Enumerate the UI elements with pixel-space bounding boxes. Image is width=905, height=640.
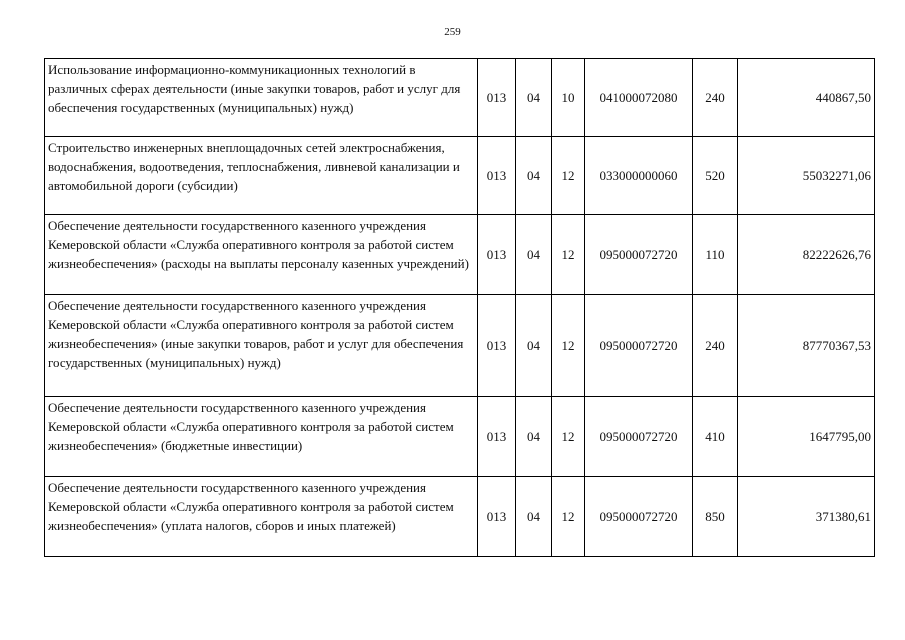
table-row	[45, 295, 875, 397]
row-description: Строительство инженерных внеплощадочных сетей электроснабжения, водоснабжения, водоотведения, теплоснабжения, ливневой канализации и автомобильной дороги (субсидии)	[45, 137, 478, 215]
amount: 440867,50	[738, 59, 875, 137]
target-article-code: 095000072720	[585, 215, 693, 295]
section-code: 04	[516, 397, 552, 477]
subsection-code: 12	[552, 295, 585, 397]
budget-table	[44, 58, 875, 557]
table-row	[45, 477, 875, 557]
subsection-code: 12	[552, 477, 585, 557]
table-row	[45, 59, 875, 137]
amount: 87770367,53	[738, 295, 875, 397]
row-description: Обеспечение деятельности государственного казенного учреждения Кемеровской области «Служба оперативного контроля за работой систем жизнеобеспечения» (расходы на выплаты персоналу казенных учреждений)	[45, 215, 478, 295]
row-description: Использование информационно-коммуникационных технологий в различных сферах деятельности (иные закупки товаров, работ и услуг для обеспечения государственных (муниципальных) нужд)	[45, 59, 478, 137]
section-code: 04	[516, 477, 552, 557]
ministry-code: 013	[478, 59, 516, 137]
subsection-code: 12	[552, 137, 585, 215]
subsection-code: 10	[552, 59, 585, 137]
row-description: Обеспечение деятельности государственного казенного учреждения Кемеровской области «Служба оперативного контроля за работой систем жизнеобеспечения» (бюджетные инвестиции)	[45, 397, 478, 477]
target-article-code: 095000072720	[585, 295, 693, 397]
ministry-code: 013	[478, 295, 516, 397]
page-number: 259	[444, 26, 461, 38]
ministry-code: 013	[478, 397, 516, 477]
subsection-code: 12	[552, 397, 585, 477]
target-article-code: 095000072720	[585, 477, 693, 557]
target-article-code: 041000072080	[585, 59, 693, 137]
expense-type-code: 240	[693, 59, 738, 137]
ministry-code: 013	[478, 137, 516, 215]
target-article-code: 033000000060	[585, 137, 693, 215]
amount: 371380,61	[738, 477, 875, 557]
amount: 55032271,06	[738, 137, 875, 215]
section-code: 04	[516, 59, 552, 137]
expense-type-code: 850	[693, 477, 738, 557]
expense-type-code: 520	[693, 137, 738, 215]
subsection-code: 12	[552, 215, 585, 295]
amount: 82222626,76	[738, 215, 875, 295]
ministry-code: 013	[478, 215, 516, 295]
table-row	[45, 215, 875, 295]
table-row	[45, 137, 875, 215]
section-code: 04	[516, 215, 552, 295]
target-article-code: 095000072720	[585, 397, 693, 477]
row-description: Обеспечение деятельности государственного казенного учреждения Кемеровской области «Служба оперативного контроля за работой систем жизнеобеспечения» (уплата налогов, сборов и иных платежей)	[45, 477, 478, 557]
row-description: Обеспечение деятельности государственного казенного учреждения Кемеровской области «Служба оперативного контроля за работой систем жизнеобеспечения» (иные закупки товаров, работ и услуг для обеспечения государственных (муниципальных) нужд)	[45, 295, 478, 397]
table-row	[45, 397, 875, 477]
ministry-code: 013	[478, 477, 516, 557]
expense-type-code: 110	[693, 215, 738, 295]
amount: 1647795,00	[738, 397, 875, 477]
section-code: 04	[516, 137, 552, 215]
expense-type-code: 240	[693, 295, 738, 397]
section-code: 04	[516, 295, 552, 397]
expense-type-code: 410	[693, 397, 738, 477]
